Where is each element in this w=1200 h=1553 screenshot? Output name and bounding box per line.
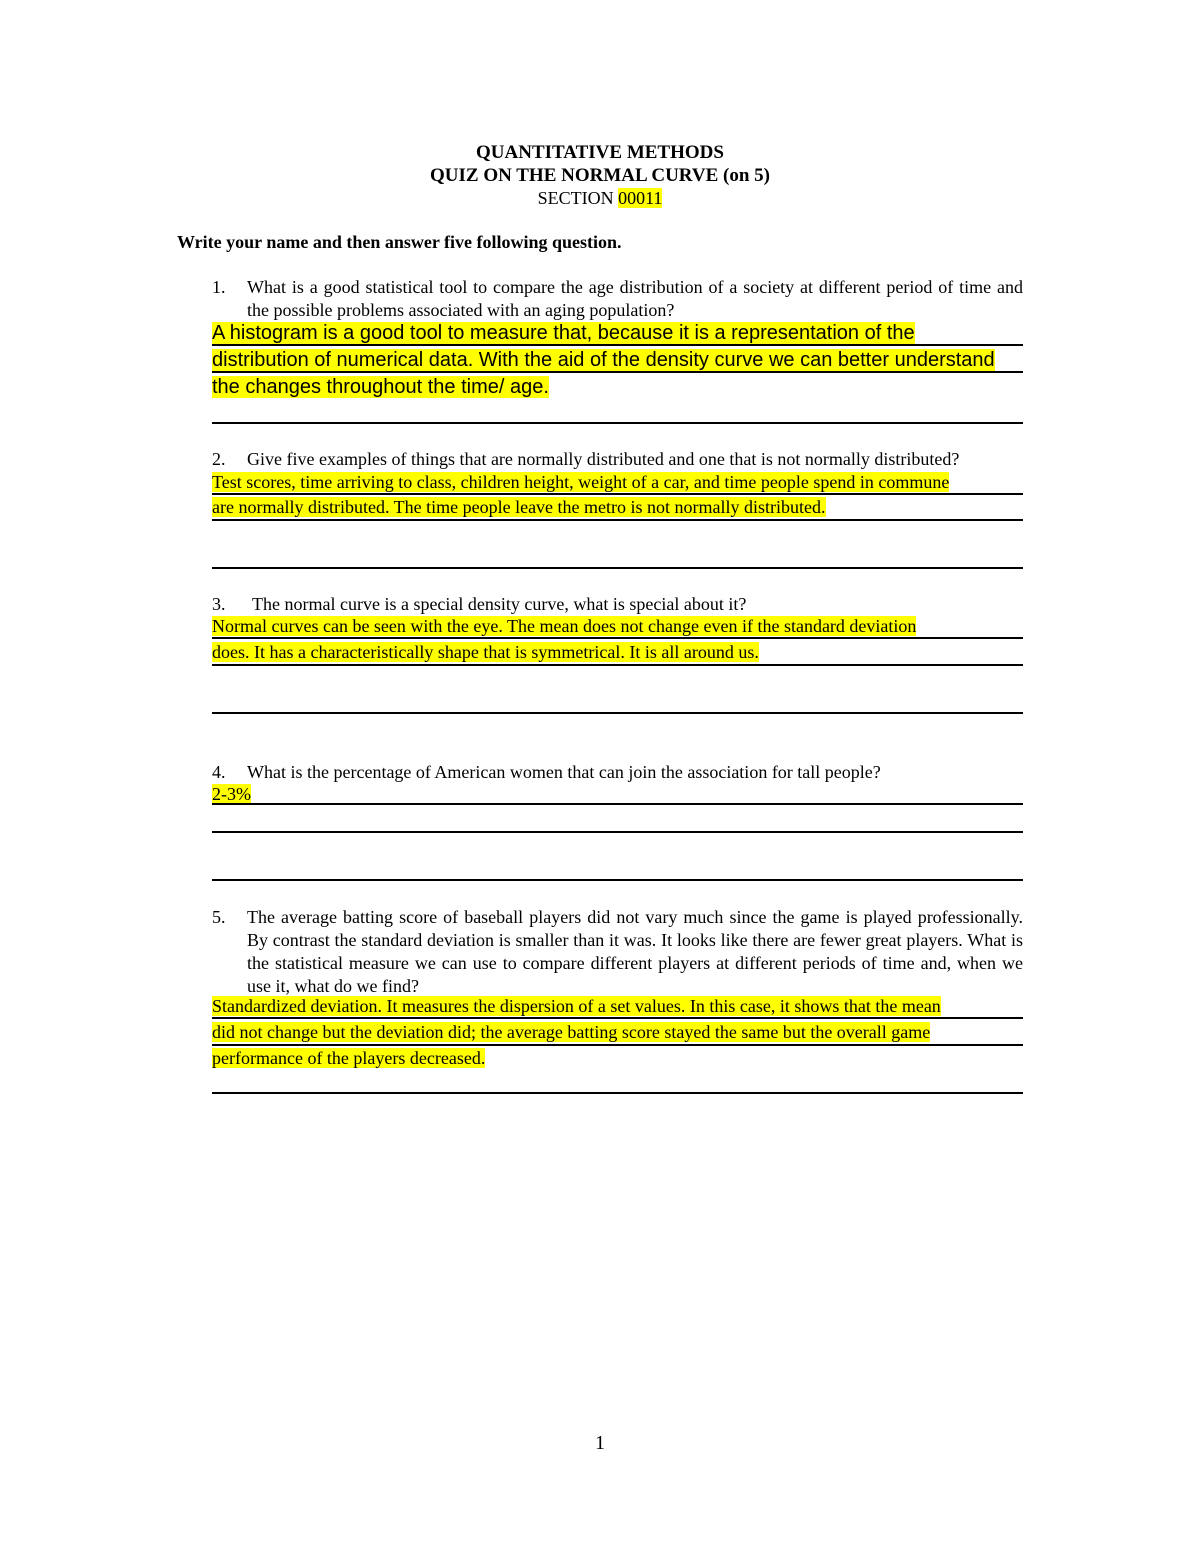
- question-1-number: 1.: [212, 277, 226, 297]
- answer-rule: [212, 664, 1023, 666]
- section-line: [0, 187, 1200, 210]
- question-4-number: 4.: [212, 762, 226, 782]
- answer-5-line-2: did not change but the deviation did; the average batting score stayed the same but the overall game: [212, 1022, 931, 1042]
- answer-5-line-1: Standardized deviation. It measures the dispersion of a set values. In this case, it shows that the mean: [212, 996, 941, 1016]
- question-3-text: The normal curve is a special density curve, what is special about it?: [252, 594, 747, 614]
- question-1-text: What is a good statistical tool to compare the age distribution of a society at different period of time and the possible problems associated with an aging population?: [247, 277, 1023, 320]
- document-title: QUANTITATIVE METHODS: [476, 142, 724, 163]
- page-number: 1: [595, 1432, 605, 1454]
- answer-3-line-2: does. It has a characteristically shape that is symmetrical. It is all around us.: [212, 642, 759, 662]
- answer-1-line-1: A histogram is a good tool to measure that, because it is a representation of the: [212, 322, 915, 344]
- question-3-number: 3.: [212, 594, 226, 614]
- question-2-number: 2.: [212, 449, 226, 469]
- answer-2-line-1: Test scores, time arriving to class, children height, weight of a car, and time people spend in commune: [212, 472, 950, 492]
- question-2-text: Give five examples of things that are normally distributed and one that is not normally distributed?: [247, 449, 960, 469]
- answer-1-line-2: distribution of numerical data. With the aid of the density curve we can better understand: [212, 349, 995, 371]
- answer-rule: [212, 519, 1023, 521]
- section-label: SECTION: [537, 188, 619, 208]
- answer-1-line-3: the changes throughout the time/ age.: [212, 376, 549, 398]
- answer-rule: [212, 803, 1023, 805]
- answer-3-line-1: Normal curves can be seen with the eye. The mean does not change even if the standard deviation: [212, 616, 917, 636]
- question-4-text: What is the percentage of American women that can join the association for tall people?: [247, 762, 881, 782]
- answer-rule: [212, 493, 1023, 495]
- question-5-number: 5.: [212, 907, 226, 927]
- answer-2-line-2: are normally distributed. The time people leave the metro is not normally distributed.: [212, 497, 826, 517]
- answer-rule: [212, 879, 1023, 881]
- question-5-text: The average batting score of baseball players did not vary much since the game is played professionally. By contrast the standard deviation is smaller than it was. It looks like there are fewer great players. What is the statistical measure we can use to compare different players at different periods of time and, when we use it, what do we find?: [247, 907, 1023, 996]
- answer-rule: [212, 567, 1023, 569]
- answer-rule: [212, 637, 1023, 639]
- answer-4-line-1: 2-3%: [212, 784, 251, 804]
- quiz-subtitle: QUIZ ON THE NORMAL CURVE (on 5): [430, 165, 770, 186]
- answer-rule: [212, 422, 1023, 424]
- answer-rule: [212, 712, 1023, 714]
- answer-rule: [212, 1044, 1023, 1046]
- answer-rule: [212, 1017, 1023, 1019]
- answer-rule: [212, 344, 1023, 346]
- instruction: Write your name and then answer five following question.: [177, 232, 622, 252]
- answer-rule: [212, 1092, 1023, 1094]
- answer-rule: [212, 831, 1023, 833]
- section-code: 00011: [618, 188, 663, 208]
- answer-5-line-3: performance of the players decreased.: [212, 1048, 486, 1068]
- answer-rule: [212, 371, 1023, 373]
